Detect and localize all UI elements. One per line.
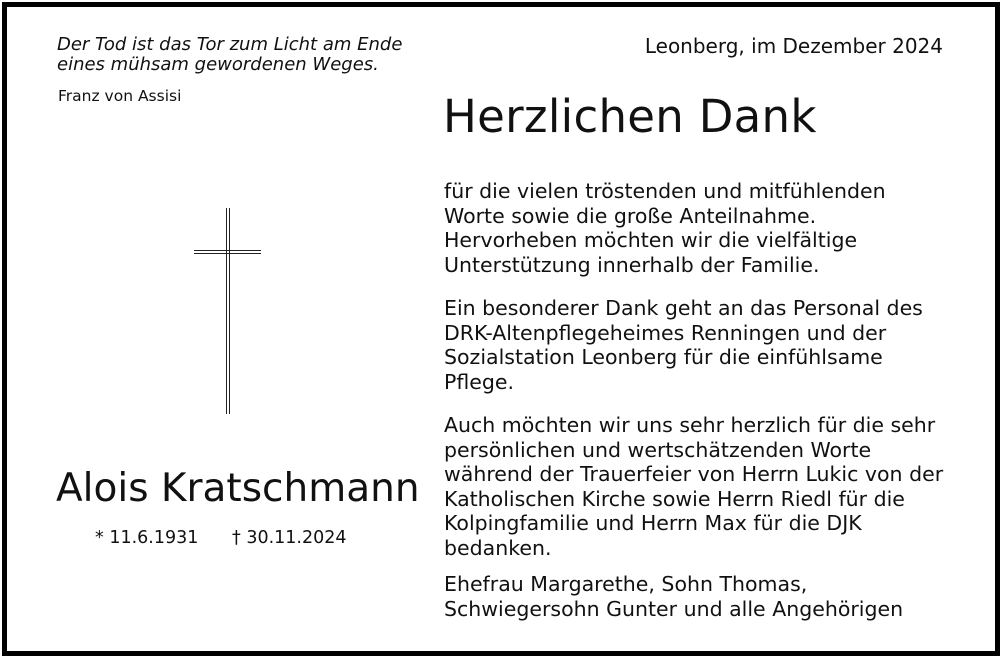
paragraph-2 [444, 296, 923, 394]
text-line: Ein besonderer Dank geht an das Personal des [444, 296, 923, 320]
text-line: Pflege. [444, 369, 515, 394]
quote [57, 35, 402, 75]
text-line: für die vielen tröstenden und mitfühlenden [444, 179, 886, 203]
paragraph-3 [444, 413, 943, 560]
text-line: Kolpingfamilie und Herrn Max für die DJK [444, 511, 862, 535]
deceased-name: Alois Kratschmann [56, 466, 420, 511]
signature-line: Schwiegersohn Gunter und alle Angehörigen [444, 596, 904, 621]
cross-icon-bar [194, 250, 261, 254]
cross-icon [226, 208, 230, 414]
quote-line: Der Tod ist das Tor zum Licht am Ende [57, 34, 403, 55]
quote-author: Franz von Assisi [58, 87, 182, 105]
text-line: während der Trauerfeier von Herrn Lukic von der [444, 462, 944, 486]
text-line: Auch möchten wir uns sehr herzlich für die sehr [444, 413, 936, 437]
paragraph-1 [444, 179, 886, 277]
signature [444, 572, 903, 621]
text-line: DRK-Altenpflegeheimes Renningen und der [444, 320, 887, 345]
birth-date: * 11.6.1931 [95, 528, 199, 548]
place-date: Leonberg, im Dezember 2024 [644, 34, 943, 58]
text-line: bedanken. [444, 535, 552, 560]
text-line: Katholischen Kirche sowie Herrn Riedl für die [444, 486, 905, 511]
quote-line: eines mühsam gewordenen Weges. [57, 54, 379, 75]
text-line: Hervorheben möchten wir die vielfältige [444, 228, 858, 252]
signature-line: Ehefrau Margarethe, Sohn Thomas, [444, 572, 808, 596]
text-line: persönlichen und wertschätzenden Worte [444, 437, 872, 462]
text-line: Worte sowie die große Anteilnahme. [444, 203, 817, 228]
text-line: Unterstützung innerhalb der Familie. [444, 252, 820, 277]
death-date: † 30.11.2024 [232, 528, 347, 548]
page-title: Herzlichen Dank [443, 90, 817, 143]
text-line: Sozialstation Leonberg für die einfühlsame [444, 345, 883, 369]
